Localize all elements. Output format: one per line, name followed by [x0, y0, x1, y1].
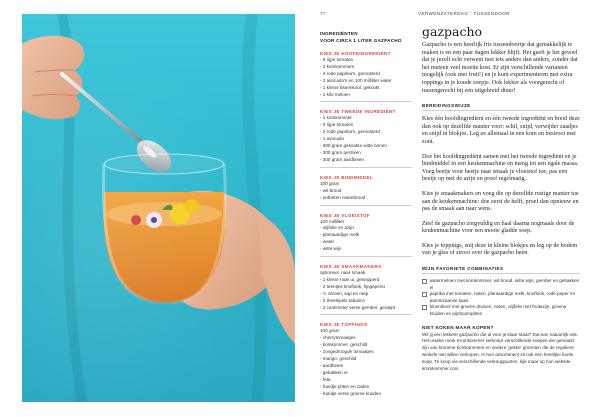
ingredient-item: - 3 rijpe tomaten	[320, 122, 354, 128]
ingredient-group-main	[320, 50, 412, 102]
ingredient-group-binder	[320, 174, 412, 206]
divider	[320, 167, 412, 168]
combo-text: bloemkool met groene druiven, noten, olijfolie met fruitazijn, groene kruiden en pijnboompitten	[429, 304, 567, 317]
ingredient-item: - 1 komkommer	[320, 115, 352, 121]
ingredient-item: - wit brood	[320, 187, 342, 193]
combos-heading: MIJN FAVORIETE COMBINATIES	[422, 266, 580, 274]
ingredient-group-heading: KIES JE TOPPINGS	[320, 322, 368, 328]
ingredient-item: - 1 kleine rode ui, gesnipperd	[320, 276, 380, 282]
ingredient-item: - handje verse groene kruiden	[320, 390, 382, 396]
ingredient-group-heading: KIES JE BINDMIDDEL	[320, 174, 374, 180]
ingredient-item: - 6 rijpe tomaten	[320, 57, 354, 62]
ingredient-item: - olijfolie en azijn	[320, 225, 354, 231]
ingredients-subtitle: VOOR CIRCA 1 LITER GAZPACHO	[320, 38, 402, 43]
ingredient-item: - mango, geschild	[320, 356, 357, 362]
running-head: VERWENZATERDAG - TUSSENDOOR	[418, 11, 510, 16]
ingredients-title: INGREDIËNTEN	[320, 31, 358, 36]
ingredient-item: - 2 rode paprika's, geroosterd	[320, 129, 380, 135]
checkbox-icon	[422, 292, 427, 297]
ingredient-group-heading: KIES JE TWEEDE INGREDIËNT	[320, 109, 396, 115]
divider	[320, 101, 412, 102]
ingredient-item: - 300 gram perziken	[320, 149, 361, 155]
combo-text: watermeloen met komkommer, wit brood, witte wijn, gember en gebakken ei	[429, 278, 580, 290]
ingredient-item: - 2 teentjes knoflook, fijngeperst	[320, 283, 385, 289]
divider	[320, 256, 412, 257]
ingredient-item: - cherrytomaatjes	[320, 335, 356, 341]
checkbox-icon	[422, 279, 427, 284]
ingredient-item: - ontbeten notenbrood	[320, 194, 366, 200]
combo-item	[422, 304, 580, 317]
recipe-title: gazpacho	[422, 24, 483, 39]
ingredient-item: - handje pitten en zaden	[320, 383, 370, 389]
ingredient-group-second	[320, 108, 412, 167]
checkbox-icon	[422, 305, 427, 310]
ingredient-item: - plantaardige melk	[320, 232, 360, 238]
ingredient-group-heading: KIES JE SMAAKMAKERS	[320, 264, 382, 270]
ingredient-item: - 1 kilo meloen	[320, 91, 350, 97]
ingredient-item: - 1 kleine bloemkool, gekookt	[320, 84, 380, 90]
ingredient-item: - 2 komkommers	[320, 63, 355, 69]
method-step: Kies je smaakmakers en voeg die op dezelfde rustige manier toe aan de keukenmachine: doe eerst de helft, proef dan opnieuw en pas de smaak aan naar wens.	[422, 190, 579, 213]
combo-item	[422, 291, 580, 304]
page-number: 77	[320, 11, 326, 16]
ingredient-item: - 1 avocado	[320, 136, 345, 142]
ingredient-item: 100 milliliter	[320, 218, 345, 224]
ingredient-item: 100 gram	[320, 328, 340, 334]
combo-text: paprika met tomaten, noten, plantaardige melk, knoflook, rode peper en parmezaanse kaas	[429, 291, 576, 303]
ingredient-item: - 300 gram gekookte witte bonen	[320, 143, 387, 149]
ingredient-group-heading: KIES JE HOOFDINGREDIËNT	[320, 51, 391, 56]
ingredient-item: - 2 avocado's en 100 milliliter water	[320, 77, 392, 83]
tip-text: Wil jij een lekkere gazpacho die al voor je klaar staat? Dat kan natuurlijk ook. Het unieke merk Kromkommer verkoopt verschillende soepen die gemaakt zijn van kromme komkommers en andere 'gekke' groenten die de reguliere winkels niet willen verkopen. In hun assortiment zit ook een heerlijke koele soep. Te koop via verschillende verkooppunten, kijk maar op hun website kromkommer.com	[422, 331, 579, 371]
ingredient-item: optioneel, naar smaak	[320, 270, 366, 276]
ingredient-item: - komkommer, geschild	[320, 342, 368, 348]
ingredient-item: 100 gram	[320, 180, 340, 186]
combo-item	[422, 278, 580, 291]
ingredient-group-heading: KIES JE VLOEISTOF	[320, 212, 370, 218]
method-step: Doe het hoofdingrediënt samen met het tweede ingrediënt en je bindmiddel in een keukenmachine en meng tot een egale massa. Voeg beetje voor beetje naar smaak je vloeistof toe, pas een beetje op met de azijn en proef regelmatig.	[422, 153, 579, 183]
ingredient-item: - 2 theelepels tabasco	[320, 297, 365, 303]
ingredient-group-toppings	[320, 321, 412, 397]
divider	[320, 205, 412, 206]
article-column	[422, 24, 580, 372]
recipe-intro: Gazpacho is een heerlijk fris tussendoortje dat gemakkelijk te maken is en een paar dagen lekker blijft. Het geeft je het gevoel dat je jezelf echt verwent met iets anders dan anders, zonder dat het meteen veel moeite kost. Er zijn verschillende varianten mogelijk (ook met fruit!) en je kunt experimenteren met extra toppings in je koude soepje. Ook lekker als voorgerecht of tussengerecht bij een uitgebreid diner!	[422, 42, 578, 94]
divider	[320, 314, 412, 315]
ingredient-item: - witte wijn	[320, 246, 342, 252]
combos-list	[422, 278, 580, 318]
photo-light	[22, 14, 295, 402]
tip-heading: NIET KOKEN MAAR KOPEN?	[422, 324, 494, 330]
method-step: Kies één hoofdingrediënt en één tweede ingrediënt en breid deze dan ook op dezelfde manier voor: schil, snijd, verwijder zaadjes en snijd in blokjes. Leg ze allemaal in een kom en bestrooi met zout.	[422, 116, 580, 145]
ingredient-item: - zongedroogde tomaatjes	[320, 349, 374, 355]
method-heading: BEREIDINGSWIJZE	[422, 103, 580, 111]
ingredient-item: - gebakken ei	[320, 369, 348, 375]
method-step: Kies je toppings, snij deze in kleine blokjes en leg op de bodem van je glas of strooi over de gazpacho heen.	[422, 242, 578, 257]
ingredient-group-liquid	[320, 212, 412, 258]
ingredient-item: - water	[320, 239, 335, 245]
ingredient-item: - 300 gram aardbeien	[320, 156, 364, 162]
ingredient-item: - 2 centimeter verse gember, geraspt	[320, 304, 396, 310]
method-steps	[422, 116, 580, 258]
gazpacho-photo	[22, 14, 295, 402]
ingredient-item: - 4 rode paprika's, geroosterd	[320, 70, 380, 76]
ingredient-item: - feta	[320, 376, 331, 382]
ingredients-column	[320, 30, 412, 398]
ingredient-group-flavour	[320, 263, 412, 315]
ingredient-item: - aardbeien	[320, 363, 344, 368]
ingredient-item: - ½ citroen, sap en rasp	[320, 290, 369, 296]
method-step: Zeef de gazpacho zorgvuldig en haal daarna nogmaals door de keukenmachine voor een mooie gladde soep.	[422, 220, 575, 235]
